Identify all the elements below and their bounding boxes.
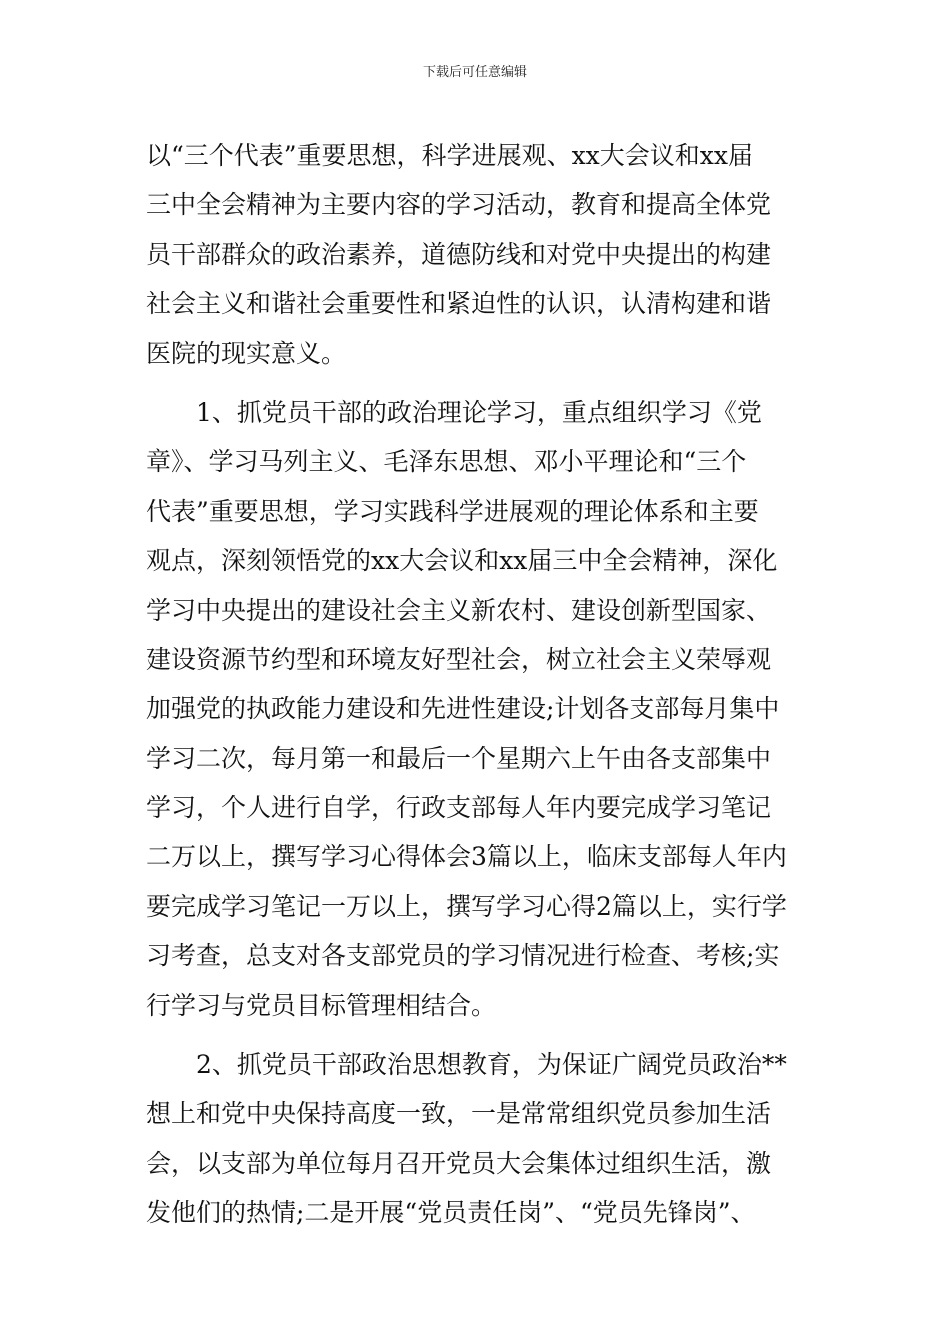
paragraph-intro	[146, 131, 810, 378]
text-line: 建设资源节约型和环境友好型社会，树立社会主义荣辱观	[146, 644, 772, 674]
text-line: 学习中央提出的建设社会主义新农村、建设创新型国家、	[146, 595, 772, 625]
text-line: 会，以支部为单位每月召开党员大会集体过组织生活，激	[146, 1148, 772, 1178]
text-line: 以“三个代表”重要思想，科学进展观、xx大会议和xx届	[146, 141, 753, 170]
text-line: 加强党的执政能力建设和先进性建设;计划各支部每月集中	[146, 694, 780, 724]
paragraph-item-1	[146, 388, 810, 1030]
document-body	[146, 131, 810, 1238]
text-line: 观点，深刻领悟党的xx大会议和xx届三中全会精神，深化	[146, 546, 778, 576]
text-line: 2、抓党员干部政治思想教育，为保证广阔党员政治**	[146, 1050, 787, 1080]
paragraph-spacer	[146, 378, 810, 388]
text-line: 医院的现实意义。	[146, 338, 347, 368]
text-line: 章》、学习马列主义、毛泽东思想、邓小平理论和“三个	[146, 447, 747, 477]
text-line: 学习，个人进行自学，行政支部每人年内要完成学习笔记	[146, 793, 772, 823]
text-line: 要完成学习笔记一万以上，撰写学习心得2篇以上，实行学	[146, 891, 787, 921]
text-line: 三中全会精神为主要内容的学习活动，教育和提高全体党	[146, 190, 772, 220]
text-line: 员干部群众的政治素养，道德防线和对党中央提出的构建	[146, 239, 772, 269]
text-line: 学习二次，每月第一和最后一个星期六上午由各支部集中	[146, 743, 772, 773]
text-line: 想上和党中央保持高度一致，一是常常组织党员参加生活	[146, 1099, 772, 1129]
text-line: 二万以上，撰写学习心得体会3篇以上，临床支部每人年内	[146, 842, 787, 872]
page-header-note: 下载后可任意编辑	[422, 65, 527, 80]
paragraph-spacer	[146, 1030, 810, 1040]
text-line: 行学习与党员目标管理相结合。	[146, 990, 497, 1020]
text-line: 代表”重要思想，学习实践科学进展观的理论体系和主要	[146, 496, 759, 526]
text-line: 社会主义和谐社会重要性和紧迫性的认识，认清构建和谐	[146, 289, 772, 319]
text-line: 发他们的热情;二是开展“党员责任岗”、“党员先锋岗”、	[146, 1198, 756, 1228]
text-line: 习考查，总支对各支部党员的学习情况进行检查、考核;实	[146, 941, 780, 971]
text-line: 1、抓党员干部的政治理论学习，重点组织学习《党	[146, 397, 762, 427]
paragraph-item-2	[146, 1040, 810, 1238]
